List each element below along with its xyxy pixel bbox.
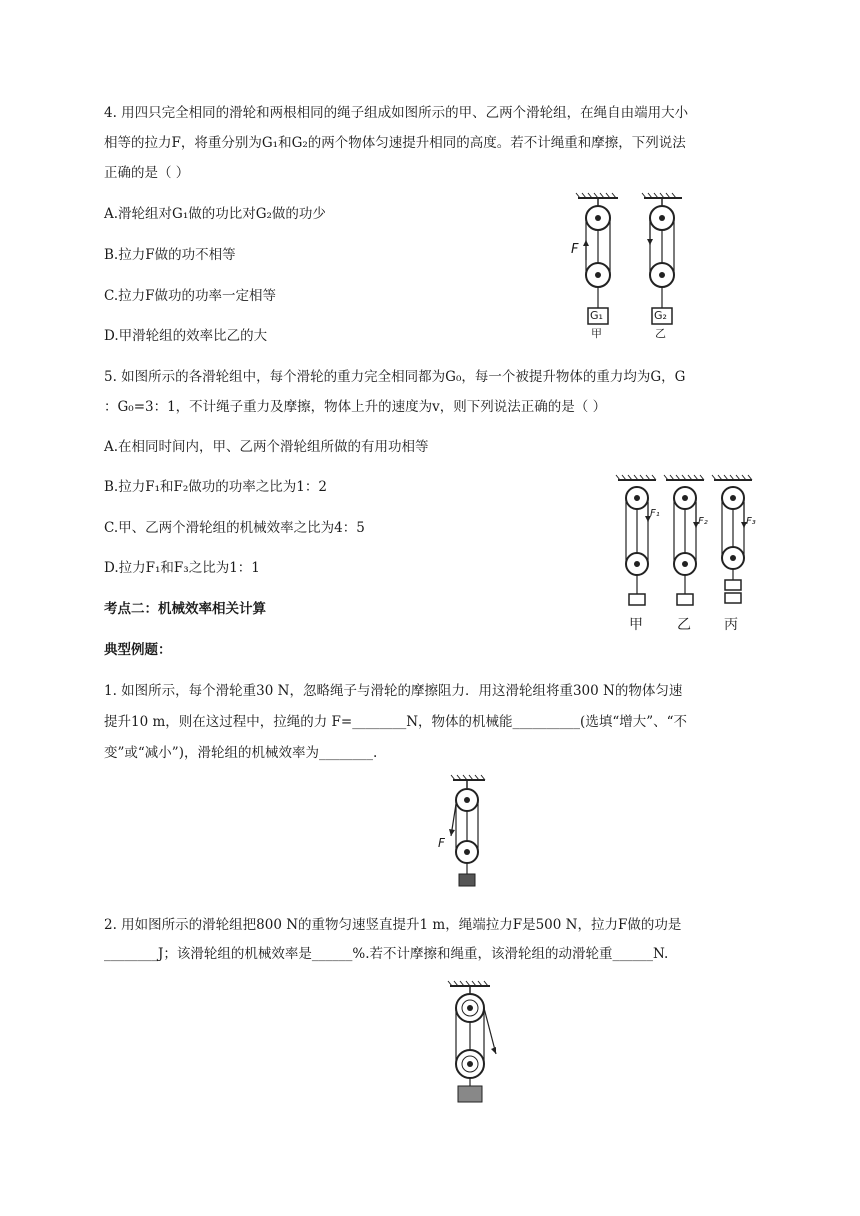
section-title: 考点二：机械效率相关计算	[104, 601, 266, 617]
q5-option-d: D.拉力F₁和F₃之比为1：1	[104, 560, 260, 576]
ex1-text-line2: 提升10 m，则在这过程中，拉绳的力 F=________N，物体的机械能__________(选填“增大”、“不	[104, 714, 688, 730]
q4-weight-label-g1: G₁	[590, 309, 603, 322]
q5-option-c: C.甲、乙两个滑轮组的机械效率之比为4：5	[104, 520, 365, 536]
examples-heading: 典型例题：	[104, 642, 172, 658]
q5-option-b: B.拉力F₁和F₂做功的功率之比为1：2	[104, 479, 327, 495]
q5-pulley-figure	[612, 472, 762, 632]
q4-caption-yi: 乙	[655, 327, 666, 340]
q5-force-label-f3: F₃	[746, 516, 756, 527]
q4-option-a: A.滑轮组对G₁做的功比对G₂做的功少	[104, 206, 326, 222]
q4-option-d: D.甲滑轮组的效率比乙的大	[104, 328, 268, 344]
q5-caption-jia: 甲	[629, 617, 643, 633]
ex2-pulley-figure	[440, 980, 510, 1105]
ex2-text-line2: ________J；该滑轮组的机械效率是______%.若不计摩擦和绳重，该滑轮组的动滑轮重______N.	[104, 946, 669, 962]
ex2-text-line1: 2. 用如图所示的滑轮组把800 N的重物匀速竖直提升1 m，绳端拉力F是500 N，拉力F做的功是	[104, 917, 682, 933]
q4-option-b: B.拉力F做的功不相等	[104, 247, 236, 263]
q4-force-label: F	[571, 242, 579, 257]
ex1-pulley-figure	[433, 774, 493, 890]
ex1-force-label: F	[438, 836, 445, 850]
q4-text-line1: 4. 用四只完全相同的滑轮和两根相同的绳子组成如图所示的甲、乙两个滑轮组，在绳自由端用大小	[104, 105, 689, 121]
q5-option-a: A.在相同时间内，甲、乙两个滑轮组所做的有用功相等	[104, 439, 429, 455]
ex1-text-line3: 变”或“减小”)，滑轮组的机械效率为________.	[104, 745, 378, 761]
ex1-text-line1: 1. 如图所示，每个滑轮重30 N，忽略绳子与滑轮的摩擦阻力．用这滑轮组将重300 N的物体匀速	[104, 683, 683, 699]
q4-weight-label-g2: G₂	[654, 309, 667, 322]
q5-text-line2: ：G₀=3：1，不计绳子重力及摩擦，物体上升的速度为v，则下列说法正确的是（ ）	[104, 399, 607, 415]
q5-force-label-f1: F₁	[650, 508, 660, 519]
q4-text-line3: 正确的是（ ）	[104, 165, 190, 181]
q4-caption-jia: 甲	[591, 327, 602, 340]
q4-text-line2: 相等的拉力F，将重分别为G₁和G₂的两个物体匀速提升相同的高度。若不计绳重和摩擦，下列说法	[104, 135, 686, 151]
q5-text-line1: 5. 如图所示的各滑轮组中，每个滑轮的重力完全相同都为G₀，每一个被提升物体的重力均为G，G	[104, 369, 686, 385]
q4-option-c: C.拉力F做功的功率一定相等	[104, 288, 277, 304]
q5-caption-bing: 丙	[724, 617, 738, 633]
q5-force-label-f2: F₂	[698, 516, 708, 527]
q5-caption-yi: 乙	[677, 617, 691, 633]
q4-pulley-figure	[560, 190, 700, 340]
